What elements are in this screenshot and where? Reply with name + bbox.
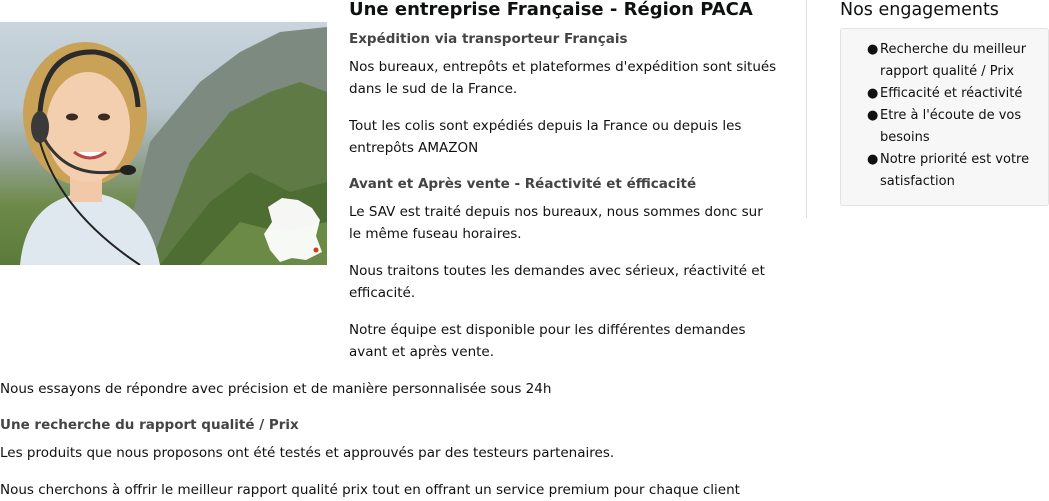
commitment-item: ● Recherche du meilleur rapport qualité / Prix [841,39,1048,83]
support-agent-illustration [0,22,327,265]
commitments-title: Nos engagements [840,0,999,20]
quality-heading: Une recherche du rapport qualité / Prix [0,417,299,433]
commitments-list [841,29,1048,193]
commitments-box [840,28,1049,206]
after-sales-heading: Avant et Après vente - Réactivité et éfficacité [349,176,697,192]
bullet-icon: ● [867,108,879,123]
tested-products-paragraph: Les produits que nous proposons ont été testés et approuvés par des testeurs partenaires. [0,445,615,461]
bullet-icon: ● [867,42,879,57]
bullet-icon: ● [867,152,879,167]
response-time-paragraph: Nous essayons de répondre avec précision et de manière personnalisée sous 24h [0,381,552,397]
column-divider [806,0,807,218]
requests-paragraph: Nous traitons toutes les demandes avec sérieux, réactivité et efficacité. [349,263,765,301]
sav-paragraph: Le SAV est traité depuis nos bureaux, nous sommes donc sur le même fuseau horaires. [349,204,763,242]
premium-service-paragraph: Nous cherchons à offrir le meilleur rapport qualité prix tout en offrant un service premium pour chaque client [0,482,740,498]
bullet-icon: ● [867,86,879,101]
customer-service-image [0,22,327,265]
page-title: Une entreprise Française - Région PACA [349,0,753,20]
commitment-item: ● Notre priorité est votre satisfaction [841,149,1048,193]
offices-paragraph: Nos bureaux, entrepôts et plateformes d'expédition sont situés dans le sud de la France. [349,59,777,97]
parcels-paragraph: Tout les colis sont expédiés depuis la France ou depuis les entrepôts AMAZON [349,118,742,156]
commitment-item: ● Efficacité et réactivité [841,83,1048,105]
commitment-item: ● Etre à l'écoute de vos besoins [841,105,1048,149]
shipping-heading: Expédition via transporteur Français [349,31,628,47]
team-paragraph: Notre équipe est disponible pour les différentes demandes avant et après vente. [349,322,746,360]
